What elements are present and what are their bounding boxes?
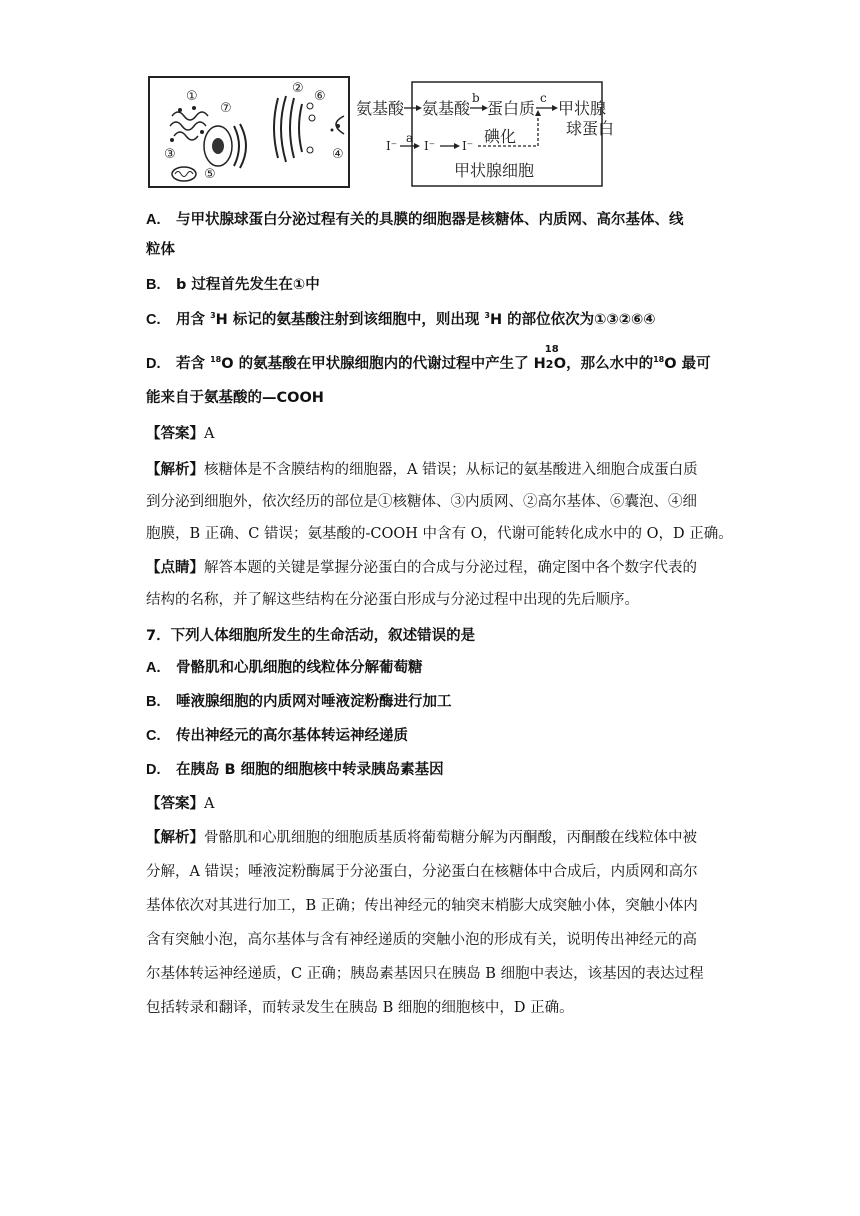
iodination-label: 碘化 bbox=[484, 127, 517, 146]
q7-analysis-line1 bbox=[146, 828, 736, 848]
h2o-superscript: 18 bbox=[544, 344, 559, 355]
q7-option-d bbox=[146, 760, 736, 780]
option-text: O，那么水中的 bbox=[553, 356, 654, 372]
comment-tag: 【点睛】 bbox=[146, 560, 204, 576]
analysis-tag: 【解析】 bbox=[146, 462, 204, 478]
option-letter: B. bbox=[146, 694, 161, 710]
option-letter: D. bbox=[146, 356, 161, 372]
option-text: O 的氨基酸在甲状腺细胞内的代谢过程中产生了 H bbox=[221, 356, 546, 372]
h2o-subscript: 2 bbox=[545, 358, 554, 371]
cell-diagram-drawing bbox=[150, 78, 348, 186]
q7-option-a bbox=[146, 658, 736, 678]
superscript: 3 bbox=[210, 311, 216, 320]
h2o-isotope bbox=[544, 344, 559, 375]
q7-stem: 7．下列人体细胞所发生的生命活动，叙述错误的是 bbox=[146, 628, 476, 644]
q7-analysis-line2: 分解，A 错误；唾液淀粉酶属于分泌蛋白，分泌蛋白在核糖体中合成后，内质网和高尔 bbox=[146, 864, 698, 880]
answer-value: A bbox=[204, 796, 215, 812]
label-3: ③ bbox=[164, 147, 176, 162]
analysis-tag: 【解析】 bbox=[146, 830, 204, 846]
thyroid-flow-diagram bbox=[356, 80, 616, 190]
arrow-a-label: a bbox=[406, 131, 414, 145]
analysis-text: 核糖体是不含膜结构的细胞器，A 错误；从标记的氨基酸进入细胞合成蛋白质 bbox=[204, 462, 698, 478]
q6-option-b bbox=[146, 275, 736, 295]
label-1: ① bbox=[186, 89, 198, 104]
option-text: H 标记的氨基酸注射到该细胞中，则出现 bbox=[215, 312, 480, 328]
option-text: b 过程首先发生在①中 bbox=[176, 277, 320, 293]
label-2: ② bbox=[292, 81, 304, 96]
label-7: ⑦ bbox=[220, 101, 232, 116]
q6-analysis-line3: 胞膜，B 正确、C 错误；氨基酸的-COOH 中含有 O，代谢可能转化成水中的 O，D 正确。 bbox=[146, 526, 733, 542]
thyroglobulin-line2: 球蛋白 bbox=[566, 119, 615, 138]
q6-option-a-line2: 粒体 bbox=[146, 242, 175, 258]
iodide-inside-1: I⁻ bbox=[424, 139, 436, 153]
thyroid-cell-label: 甲状腺细胞 bbox=[454, 161, 535, 180]
option-text: 在胰岛 B 细胞的细胞核中转录胰岛素基因 bbox=[176, 762, 444, 778]
q7-analysis-line3: 基体依次对其进行加工，B 正确；传出神经元的轴突末梢膨大成突触小体，突触小体内 bbox=[146, 898, 698, 914]
iodide-outside: I⁻ bbox=[386, 139, 398, 153]
option-text: 用含 bbox=[176, 312, 205, 328]
option-text: 传出神经元的高尔基体转运神经递质 bbox=[176, 728, 408, 744]
answer-value: A bbox=[204, 426, 215, 442]
q6-option-d-line2: 能来自于氨基酸的—COOH bbox=[146, 390, 324, 406]
superscript: 18 bbox=[653, 355, 665, 364]
iodide-inside-2: I⁻ bbox=[462, 139, 474, 153]
label-4: ④ bbox=[332, 147, 344, 162]
q6-option-d-line1 bbox=[146, 344, 736, 375]
q6-option-c bbox=[146, 310, 736, 330]
option-letter: C. bbox=[146, 728, 161, 744]
q7-analysis-line4: 含有突触小泡，高尔基体与含有神经递质的突触小泡的形成有关，说明传出神经元的高 bbox=[146, 932, 697, 948]
cell-diagram bbox=[148, 76, 350, 188]
protein-label: 蛋白质 bbox=[487, 99, 536, 118]
q7-analysis-line5: 尔基体转运神经递质，C 正确；胰岛素基因只在胰岛 B 细胞中表达，该基因的表达过程 bbox=[146, 966, 704, 982]
amino-acid-inside: 氨基酸 bbox=[422, 99, 471, 118]
option-text: 若含 bbox=[176, 356, 205, 372]
superscript: 18 bbox=[210, 355, 222, 364]
option-letter: A. bbox=[146, 212, 161, 228]
q6-answer bbox=[146, 424, 736, 444]
q6-comment-line2: 结构的名称，并了解这些结构在分泌蛋白形成与分泌过程中出现的先后顺序。 bbox=[146, 592, 639, 608]
option-text: H 的部位依次为①③②⑥④ bbox=[489, 312, 656, 328]
option-text: O 最可 bbox=[664, 356, 711, 372]
label-5: ⑤ bbox=[204, 167, 216, 182]
comment-text: 解答本题的关键是掌握分泌蛋白的合成与分泌过程，确定图中各个数字代表的 bbox=[204, 560, 697, 576]
analysis-text: 骨骼肌和心肌细胞的细胞质基质将葡萄糖分解为丙酮酸，丙酮酸在线粒体中被 bbox=[204, 830, 697, 846]
thyroglobulin-line1: 甲状腺 bbox=[558, 99, 607, 118]
superscript: 3 bbox=[484, 311, 490, 320]
q6-analysis-line2: 到分泌到细胞外，依次经历的部位是①核糖体、③内质网、②高尔基体、⑥囊泡、④细 bbox=[146, 494, 697, 510]
q7-option-c bbox=[146, 726, 736, 746]
answer-tag: 【答案】 bbox=[146, 796, 204, 812]
label-6: ⑥ bbox=[314, 89, 326, 104]
option-letter: A. bbox=[146, 660, 161, 676]
answer-tag: 【答案】 bbox=[146, 426, 204, 442]
option-text: 唾液腺细胞的内质网对唾液淀粉酶进行加工 bbox=[176, 694, 452, 710]
option-letter: B. bbox=[146, 277, 161, 293]
option-text: 骨骼肌和心肌细胞的线粒体分解葡萄糖 bbox=[176, 660, 423, 676]
q7-answer bbox=[146, 794, 736, 814]
option-letter: C. bbox=[146, 312, 161, 328]
q6-analysis-line1 bbox=[146, 460, 736, 480]
arrow-b-label: b bbox=[472, 91, 480, 105]
option-letter: D. bbox=[146, 762, 161, 778]
amino-acid-outside: 氨基酸 bbox=[356, 99, 405, 118]
q7-option-b bbox=[146, 692, 736, 712]
q7-analysis-line6: 包括转录和翻译，而转录发生在胰岛 B 细胞的细胞核中，D 正确。 bbox=[146, 1000, 574, 1016]
q6-comment-line1 bbox=[146, 558, 736, 578]
q6-option-a-line1 bbox=[146, 210, 736, 230]
option-text: 与甲状腺球蛋白分泌过程有关的具膜的细胞器是核糖体、内质网、高尔基体、线 bbox=[176, 212, 684, 228]
arrow-c-label: c bbox=[540, 91, 547, 105]
